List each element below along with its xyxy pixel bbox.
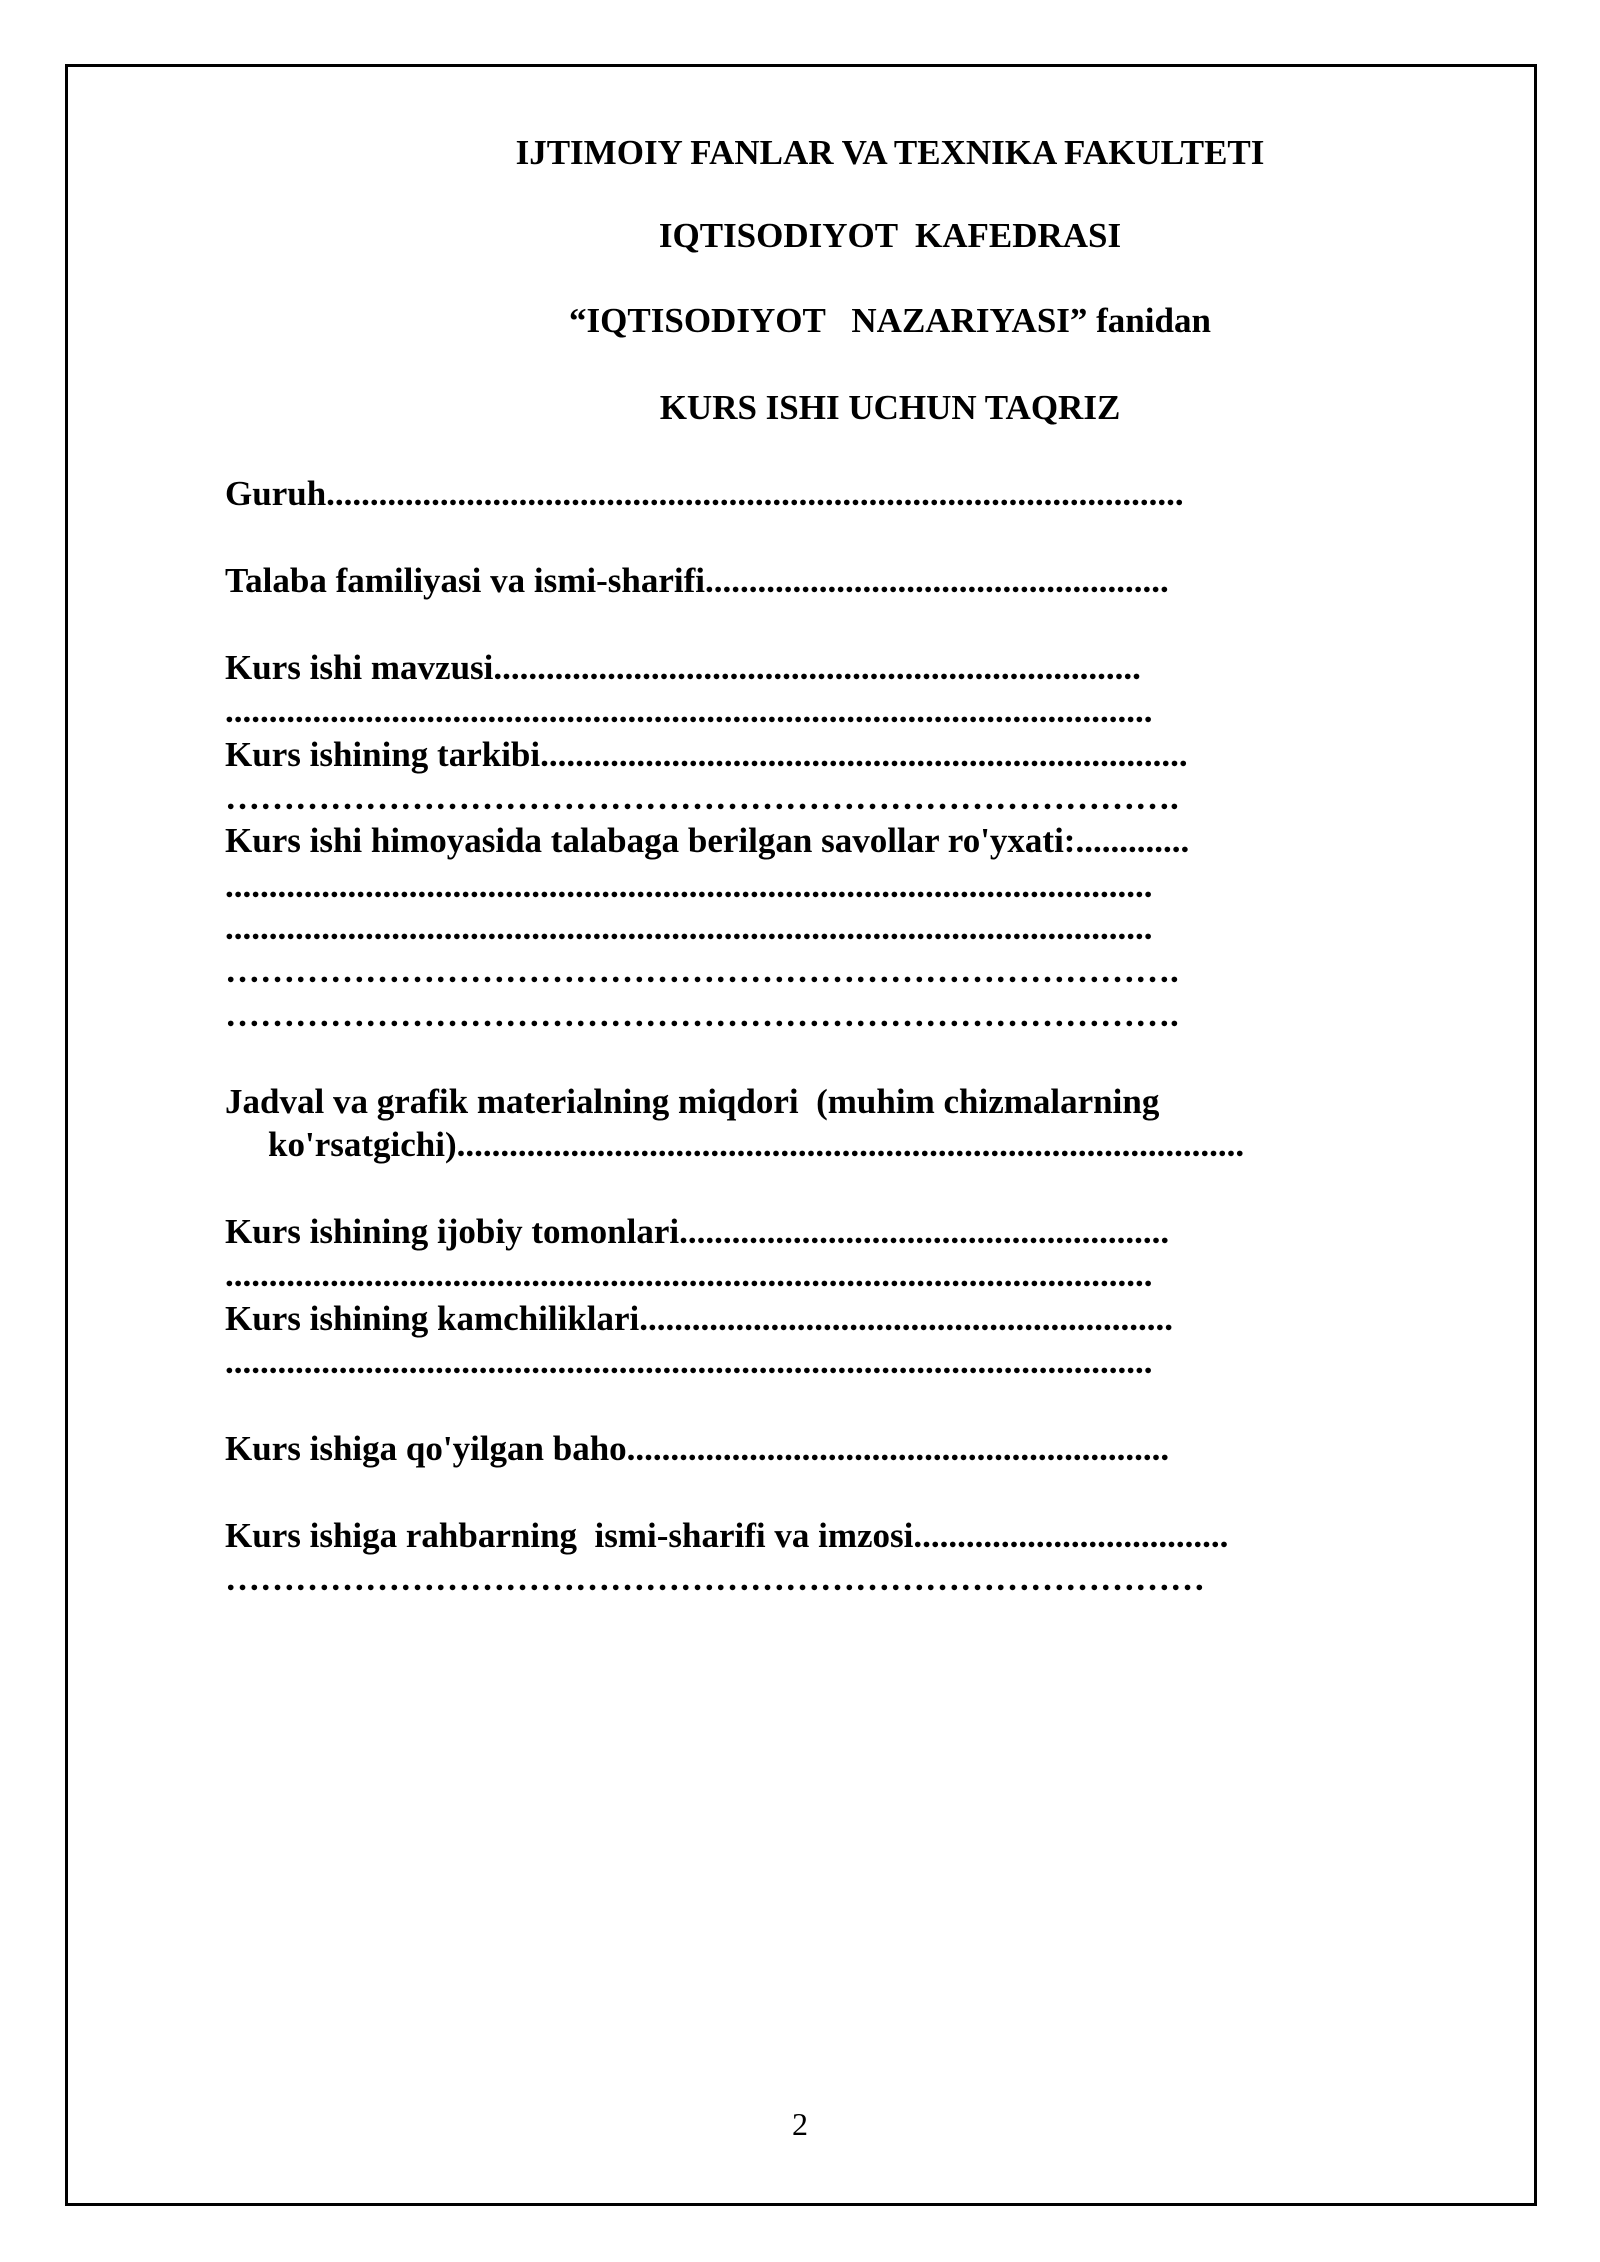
topic-field-continuation: .......................................................................................................... [225,691,1153,730]
structure-field-continuation: ………………………………………………………………………. [225,778,1179,817]
supervisor-field: Kurs ishiga rahbarning ismi-sharifi va imzosi.................................... [225,1516,1229,1555]
department-heading: IQTISODIYOT KAFEDRASI [658,216,1122,255]
supervisor-field-continuation: ………………………………………………………………………… [225,1559,1205,1598]
questions-field-continuation: .......................................................................................................... [225,908,1153,947]
positives-field: Kurs ishining ijobiy tomonlari........................................................ [225,1212,1170,1251]
group-field: Guruh.................................................................................................. [225,474,1184,513]
tables-field-continuation: ko'rsatgichi).......................................................................................... [268,1125,1245,1164]
structure-field: Kurs ishining tarkibi.......................................................................... [225,735,1188,774]
tables-field: Jadval va grafik materialning miqdori (muhim chizmalarning [225,1082,1160,1121]
grade-field: Kurs ishiga qo'yilgan baho.............................................................. [225,1429,1170,1468]
page-number: 2 [792,2106,808,2142]
questions-field: Kurs ishi himoyasida talabaga berilgan savollar ro'yxati:............. [225,821,1190,860]
faculty-heading: IJTIMOIY FANLAR VA TEXNIKA FAKULTETI [515,133,1265,172]
questions-field-continuation: ………………………………………………………………………. [225,995,1179,1034]
shortcomings-field-continuation: .......................................................................................................... [225,1342,1153,1381]
topic-field: Kurs ishi mavzusi.......................................................................... [225,648,1141,687]
subject-heading: “IQTISODIYOT NAZARIYASI” fanidan [569,301,1211,340]
shortcomings-field: Kurs ishining kamchiliklari............................................................. [225,1299,1174,1338]
positives-field-continuation: .......................................................................................................... [225,1255,1153,1294]
student-name-field: Talaba familiyasi va ismi-sharifi..................................................... [225,561,1169,600]
questions-field-continuation: .......................................................................................................... [225,866,1153,905]
questions-field-continuation: ………………………………………………………………………. [225,951,1179,990]
document-title: KURS ISHI UCHUN TAQRIZ [659,388,1121,427]
